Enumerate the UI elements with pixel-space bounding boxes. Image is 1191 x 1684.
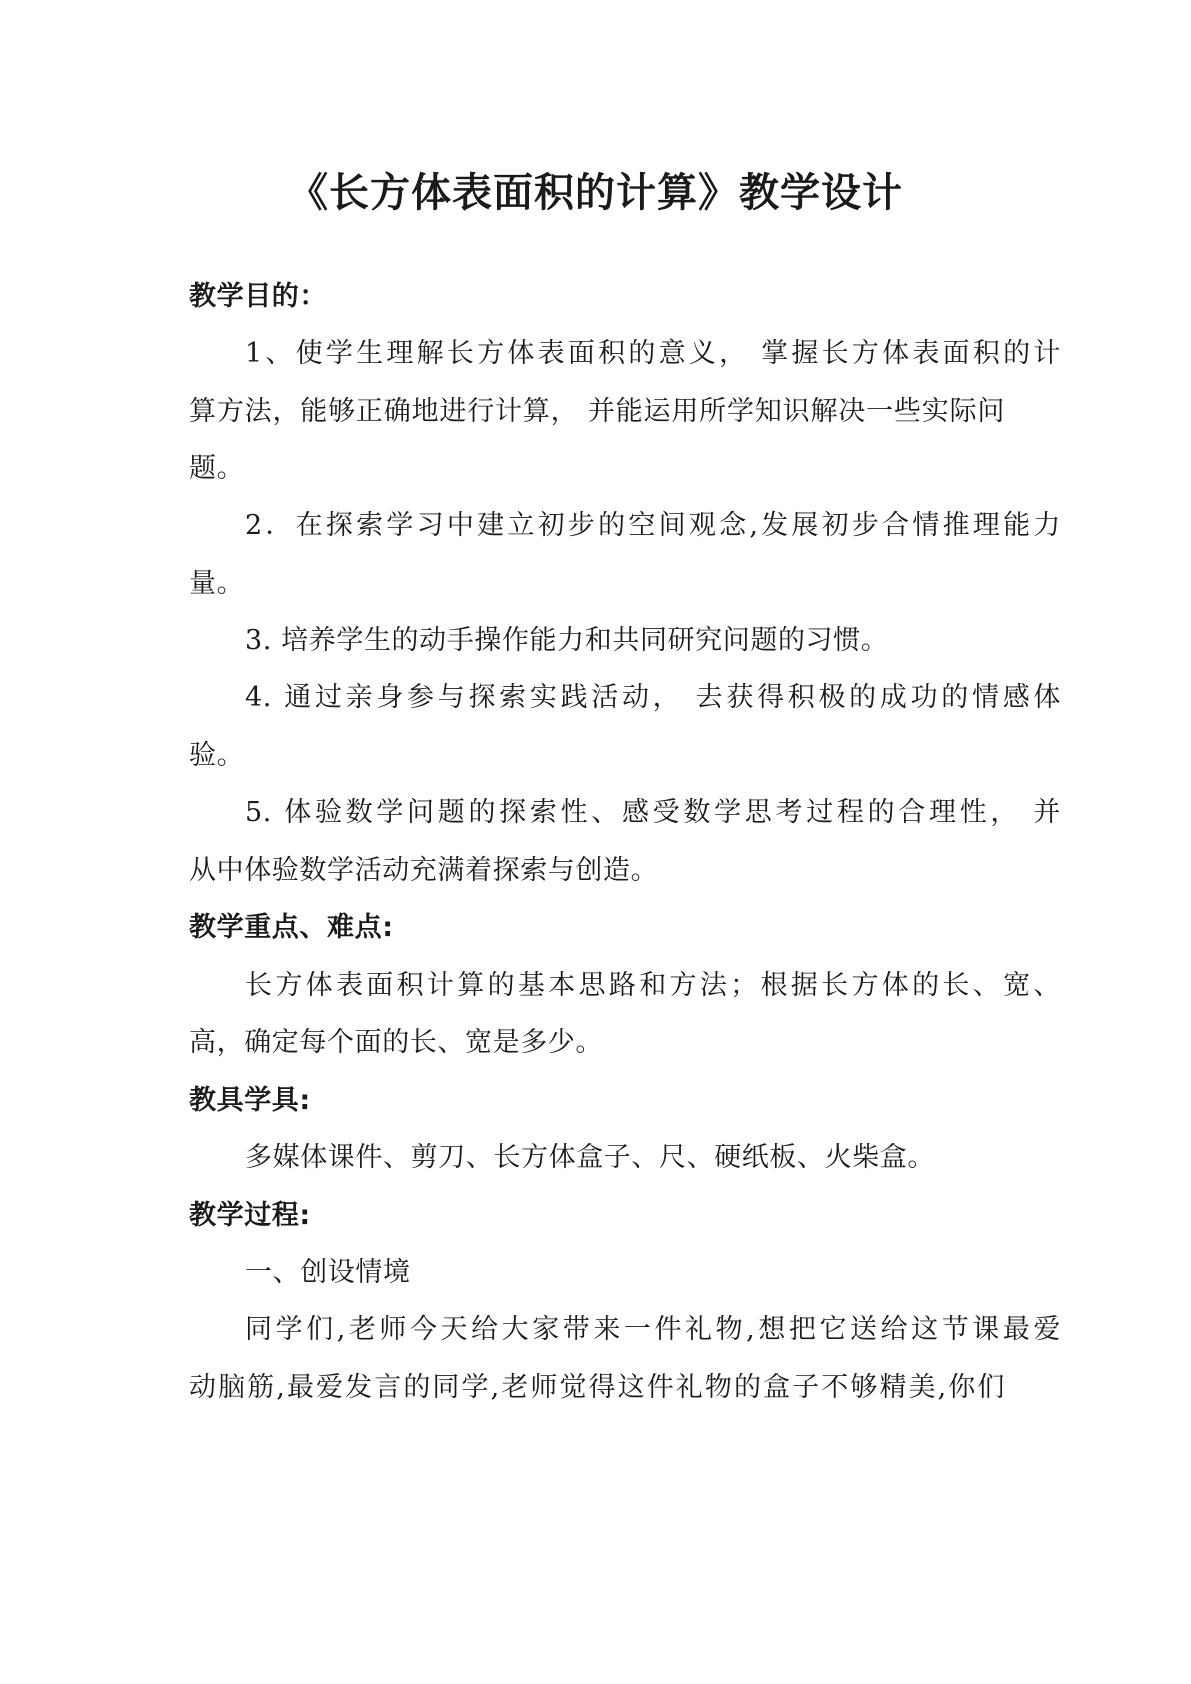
objective-line: 4. 通过亲身参与探索实践活动， 去获得积极的成功的情感体 <box>245 682 1061 713</box>
document-title: 《长方体表面积的计算》教学设计 <box>288 170 903 216</box>
process-line: 同学们,老师今天给大家带来一件礼物,想把它送给这节课最爱 <box>245 1314 1061 1345</box>
section-heading-process: 教学过程: <box>189 1200 311 1231</box>
process-line: 动脑筋,最爱发言的同学,老师觉得这件礼物的盒子不够精美,你们 <box>189 1372 1005 1403</box>
objective-line: 1、使学生理解长方体表面积的意义， 掌握长方体表面积的计 <box>245 338 1061 369</box>
objective-line: 3. 培养学生的动手操作能力和共同研究问题的习惯。 <box>245 625 889 656</box>
key-point-line: 高，确定每个面的长、宽是多少。 <box>189 1027 603 1058</box>
section-heading-objectives: 教学目的： <box>189 281 327 312</box>
objective-line: 题。 <box>189 453 245 484</box>
objective-line: 从中体验数学活动充满着探索与创造。 <box>189 855 659 886</box>
materials-line: 多媒体课件、剪刀、长方体盒子、尺、硬纸板、火柴盒。 <box>245 1142 935 1173</box>
objective-line: 验。 <box>189 740 245 771</box>
section-heading-materials: 教具学具: <box>189 1085 311 1116</box>
objective-line: 5. 体验数学问题的探索性、感受数学思考过程的合理性， 并 <box>245 797 1061 828</box>
process-line: 一、创设情境 <box>245 1257 411 1288</box>
objective-line: 量。 <box>189 568 245 599</box>
key-point-line: 长方体表面积计算的基本思路和方法；根据长方体的长、宽、 <box>245 970 1061 1001</box>
objective-line: 算方法，能够正确地进行计算， 并能运用所学知识解决一些实际问 <box>189 396 1005 427</box>
objective-line: 2．在探索学习中建立初步的空间观念,发展初步合情推理能力 <box>245 510 1061 541</box>
section-heading-key-points: 教学重点、难点: <box>189 912 394 943</box>
